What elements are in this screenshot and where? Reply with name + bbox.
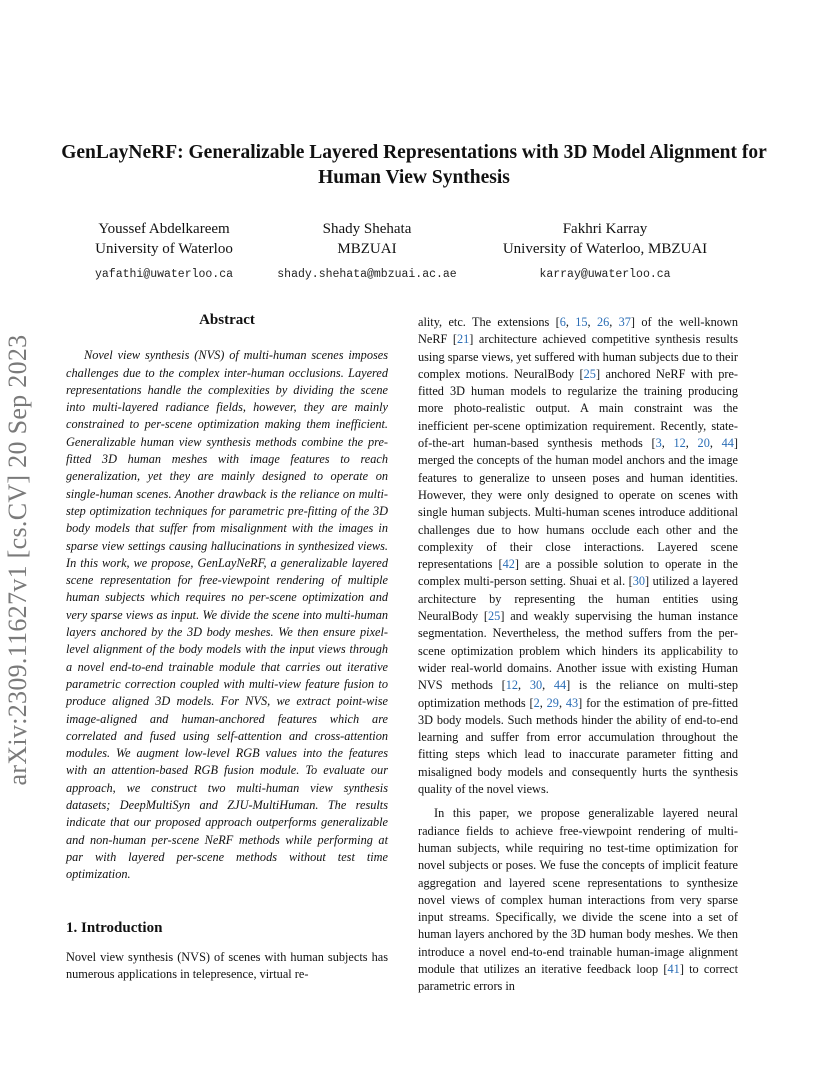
- body-text: ,: [709, 436, 722, 451]
- citation-link[interactable]: 30: [529, 678, 543, 693]
- citation-link[interactable]: 26: [596, 315, 610, 329]
- body-text: ,: [565, 315, 576, 329]
- right-column: [418, 314, 738, 996]
- citation-link[interactable]: 37: [618, 315, 631, 329]
- author-block-3: [480, 219, 730, 285]
- body-text: ] of the well-known NeRF [: [418, 315, 738, 347]
- citation-link[interactable]: 41: [667, 961, 680, 976]
- body-text: ] anchored NeRF with pre-fitted 3D human models to regularize the training producing more photo-realistic output. A main constraint was the inefficient per-scene optimization requirement. Recently, state-of-the-art human-based synthesis methods [: [418, 366, 738, 451]
- body-text: ] architecture achieved competitive synthesis results using sparse views, yet suffered with human subjects due to their complex motions. NeuralBody [: [418, 332, 738, 381]
- citation-link[interactable]: 42: [502, 557, 515, 572]
- body-text: ,: [587, 315, 597, 329]
- intro-paragraph-start: Novel view synthesis (NVS) of scenes with human subjects has numerous applications in telepresence, virtual re-: [66, 949, 388, 982]
- author-block-2: [242, 219, 492, 285]
- author-email: yafathi@uwaterloo.ca: [94, 268, 234, 281]
- citation-link[interactable]: 44: [721, 436, 734, 451]
- author-affiliation: MBZUAI: [337, 241, 397, 257]
- citation-link[interactable]: 3: [655, 436, 662, 451]
- abstract-heading: Abstract: [199, 312, 255, 328]
- paper-title: GenLayNeRF: Generalizable Layered Representations with 3D Model Alignment for Human View Synthesis: [61, 142, 767, 188]
- body-text: ,: [539, 695, 547, 710]
- citation-link[interactable]: 25: [488, 609, 501, 624]
- intro-paragraph-continued: [418, 314, 738, 798]
- body-text: ,: [558, 695, 566, 710]
- citation-link[interactable]: 30: [632, 574, 646, 589]
- abstract-text: Novel view synthesis (NVS) of multi-human scenes imposes challenges due to the complex inter-human occlusions. Layered representations handle the complexities by dividing the scene into multi-layered radiance fields, however, they are mainly constrained to per-scene optimization making them inefficient. Generalizable human view synthesis methods combine the pre-fitted 3D human meshes with image features to reach generalization, yet they are mainly designed to operate on single-human scenes. Another drawback is the reliance on multi-step optimization techniques for parametric pre-fitting of the 3D body models that suffer from misalignment with the images in sparse view settings causing hallucinations in synthesized views. In this work, we propose, GenLayNeRF, a generalizable layered scene representation for free-viewpoint rendering of multiple human subjects which requires no per-scene optimization and very sparse views as input. We divide the scene into multi-human layers anchored by the 3D body meshes. We then ensure pixel-level alignment of the body models with the input views through a novel end-to-end trainable module that carries out iterative parametric correction coupled with multi-view feature fusion to produce aligned 3D models. For NVS, we extract point-wise image-aligned and human-anchored features which are correlated and fused using self-attention and cross-attention modules. We augment low-level RGB values into the features with an attention-based RGB fusion module. To evaluate our approach, we construct two multi-human view synthesis datasets; DeepMultiSyn and ZJU-MultiHuman. The results indicate that our proposed approach outperforms generalizable and non-human per-scene NeRF methods while performing at par with layered per-scene methods without test time optimization.: [66, 348, 388, 882]
- citation-link[interactable]: 6: [559, 315, 566, 329]
- citation-link[interactable]: 15: [575, 315, 588, 329]
- citation-link[interactable]: 12: [673, 436, 686, 451]
- author-name: Shady Shehata: [322, 221, 412, 237]
- body-text: ,: [542, 678, 554, 693]
- intro-paragraph-contribution: [418, 805, 738, 995]
- body-text: In this paper, we propose generalizable layered neural radiance fields to achieve free-viewpoint rendering of multi-human subjects, while requiring no test-time optimization for novel subjects or poses. We fuse the concepts of implicit feature aggregation and layered scene representations to synthesize novel views of complex human interactions from very sparse input streams. Specifically, we divide the scene into a set of human layers anchored by the 3D human body meshes. We then introduce a novel end-to-end trainable human-image alignment module that utilizes an iterative feedback loop [: [418, 806, 738, 976]
- author-affiliation: University of Waterloo, MBZUAI: [502, 241, 708, 257]
- body-text: ality, etc. The extensions [: [418, 315, 560, 329]
- section-heading-introduction: 1. Introduction: [66, 919, 163, 936]
- body-text: ,: [518, 678, 530, 693]
- author-email: karray@uwaterloo.ca: [539, 268, 671, 281]
- body-text: ] is the reliance on multi-step optimization methods [: [418, 678, 738, 710]
- citation-link[interactable]: 25: [583, 366, 596, 381]
- body-text: ,: [685, 436, 698, 451]
- body-text: ,: [609, 315, 619, 329]
- citation-link[interactable]: 20: [697, 436, 710, 451]
- body-text: ] are a possible solution to operate in the complex multi-person setting. Shuai et al. [: [418, 557, 738, 589]
- citation-link[interactable]: 12: [505, 678, 519, 693]
- left-column: [66, 312, 388, 983]
- body-text: ] for the estimation of pre-fitted 3D body models. Such methods hinder the ability of end-to-end learning and suffer from error accumulation throughout the fitting steps which lead to inaccurate parameter fitting and misaligned body models and consequently hurts the synthesis quality of the novel views.: [418, 695, 738, 797]
- author-name: Fakhri Karray: [562, 221, 648, 237]
- citation-link[interactable]: 43: [565, 695, 579, 710]
- arxiv-identifier: arXiv:2309.11627v1 [cs.CV] 20 Sep 2023: [3, 334, 32, 786]
- body-text: ] to correct parametric errors in: [418, 961, 739, 994]
- author-affiliation: University of Waterloo: [95, 241, 233, 257]
- body-text: ,: [661, 436, 674, 451]
- citation-link[interactable]: 21: [457, 332, 470, 347]
- citation-link[interactable]: 29: [546, 695, 559, 710]
- citation-link[interactable]: 44: [553, 678, 567, 693]
- author-email: shady.shehata@mbzuai.ac.ae: [277, 268, 457, 281]
- author-name: Youssef Abdelkareem: [98, 221, 230, 237]
- body-text: ] and weakly supervising the human instance segmentation. Nevertheless, the method suffers from the per-scene optimization problem which hinders its applicability to wider real-world domains. Another issue with existing Human NVS methods [: [418, 609, 738, 693]
- body-text: ] utilized a layered architecture by representing the human entities using NeuralBody [: [418, 574, 738, 624]
- citation-link[interactable]: 2: [533, 695, 540, 710]
- body-text: ] merged the concepts of the human model anchors and the image features to generalize to unseen poses and human identities. However, they were only designed to operate on scenes with single human subjects. Multi-human scenes introduce additional challenges due to how humans occlude each other and the complexity of their close interactions. Layered scene representations [: [418, 436, 739, 572]
